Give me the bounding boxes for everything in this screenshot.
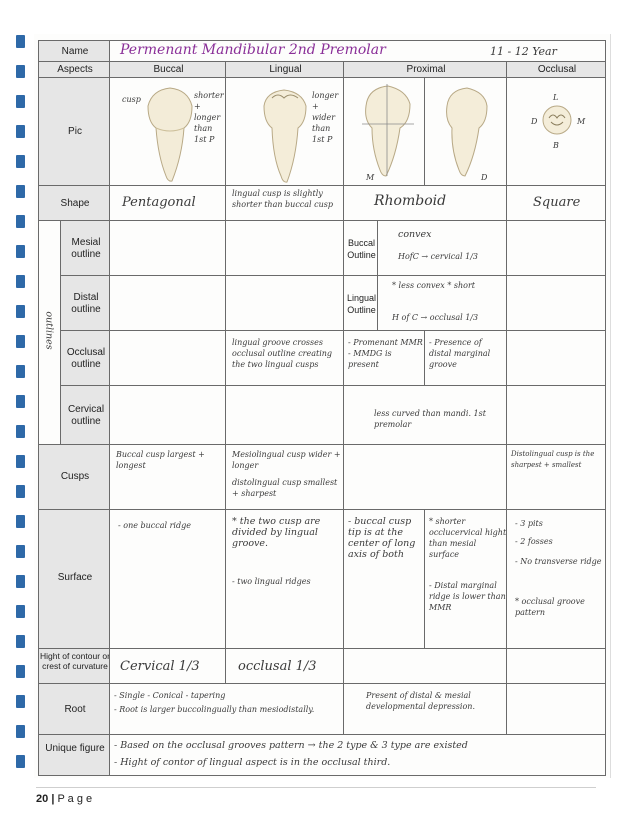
col-proximal bbox=[343, 61, 507, 78]
height-contour-proximal-cell bbox=[343, 648, 507, 684]
height-contour-buccal: Cervical 1/3 bbox=[120, 659, 200, 674]
height-contour-lingual-cell bbox=[225, 648, 344, 684]
name-label-cell bbox=[38, 40, 110, 62]
surface-occlusal-4: * occlusal groove pattern bbox=[515, 597, 585, 617]
cervical-buccal-cell bbox=[109, 385, 226, 445]
pic-label-cell bbox=[38, 77, 110, 186]
lingual-outline-label: Lingual Outline bbox=[346, 293, 377, 315]
cusps-lingual-cell bbox=[225, 444, 344, 510]
shape-buccal: Pentagonal bbox=[122, 195, 196, 210]
cervical-occlusal-cell bbox=[506, 385, 606, 445]
pic-proximal-m: M bbox=[366, 173, 375, 182]
surface-prox-left: - buccal cusp tip is at the center of long axis of both bbox=[348, 516, 416, 560]
tooth-name: Permenant Mandibular 2nd Premolar bbox=[120, 42, 386, 58]
height-contour-label: Hight of contour or crest of curvature bbox=[40, 651, 110, 671]
buccal-outline-convex: convex bbox=[398, 229, 432, 240]
occlusal-outline-lingual-cell bbox=[225, 330, 344, 386]
root-occlusal-cell bbox=[506, 683, 606, 735]
page-footer: 20 | P a g e bbox=[36, 793, 93, 805]
distal-occlusal-cell bbox=[506, 275, 606, 331]
height-contour-label-cell bbox=[38, 648, 110, 684]
surface-label: Surface bbox=[57, 572, 93, 583]
surface-lingual-1: * the two cusp are divided by lingual groove. bbox=[232, 516, 321, 549]
cusps-occlusal: Distolingual cusp is the sharpest + smallest bbox=[511, 450, 595, 469]
surface-prox-right-2: - Distal marginal ridge is lower than MMR bbox=[429, 581, 506, 612]
surface-occlusal-1: - 3 pits bbox=[515, 519, 543, 528]
occlusal-outline-prox-right: - Presence of distal marginal groove bbox=[429, 338, 491, 369]
pic-proximal-mesial-cell bbox=[343, 77, 425, 186]
root-line-1: - Single - Conical - tapering bbox=[114, 691, 226, 700]
pic-occ-d: D bbox=[531, 117, 538, 126]
buccal-tooth-image bbox=[142, 86, 198, 184]
unique-line-2: - Hight of contor of lingual aspect is in the occlusal third. bbox=[114, 757, 391, 768]
cusps-lingual-2: distolingual cusp smallest + sharpest bbox=[232, 478, 338, 498]
buccal-outline-hoc: HofC → cervical 1/3 bbox=[398, 252, 479, 261]
height-contour-occlusal-cell bbox=[506, 648, 606, 684]
lingual-outline-value-cell bbox=[377, 275, 507, 331]
surface-prox-left-cell bbox=[343, 509, 425, 649]
unique-line-1: - Based on the occlusal grooves pattern → the 2 type & 3 type are existed bbox=[114, 740, 468, 751]
pic-buccal-cell bbox=[109, 77, 226, 186]
spiral-binding bbox=[16, 30, 30, 780]
occlusal-outline-prox-left: - Promenant MMR - MMDG is present bbox=[348, 338, 423, 369]
shape-label: Shape bbox=[60, 198, 90, 209]
col-proximal-label: Proximal bbox=[406, 64, 446, 75]
surface-lingual-cell bbox=[225, 509, 344, 649]
pic-lingual-note-right: longer + wider than 1st P bbox=[312, 91, 339, 144]
cusps-occlusal-cell bbox=[506, 444, 606, 510]
mesial-label-cell bbox=[60, 220, 110, 276]
occlusal-outline-label-cell bbox=[60, 330, 110, 386]
occlusal-outline-label: Occlusal outline bbox=[66, 347, 106, 370]
height-contour-lingual: occlusal 1/3 bbox=[238, 659, 317, 674]
col-occlusal bbox=[506, 61, 606, 78]
occlusal-tooth-image bbox=[541, 104, 573, 136]
shape-buccal-cell bbox=[109, 185, 226, 221]
surface-prox-right-cell bbox=[424, 509, 507, 649]
name-label: Name bbox=[61, 46, 89, 57]
occlusal-outline-prox-left-cell bbox=[343, 330, 425, 386]
root-proximal-cell bbox=[343, 683, 507, 735]
shape-lingual: lingual cusp is slightly shorter than buccal cusp bbox=[232, 189, 334, 209]
pic-occ-m: M bbox=[577, 117, 586, 126]
pic-occlusal-cell bbox=[506, 77, 606, 186]
unique-value-cell bbox=[109, 734, 606, 776]
shape-lingual-cell bbox=[225, 185, 344, 221]
cervical-outline-label-cell bbox=[60, 385, 110, 445]
surface-buccal: - one buccal ridge bbox=[118, 521, 191, 530]
footer-divider bbox=[36, 787, 596, 788]
distal-outline-label: Distal outline bbox=[71, 292, 101, 315]
pic-buccal-note-right: shorter + longer than 1st P bbox=[194, 91, 224, 144]
surface-buccal-cell bbox=[109, 509, 226, 649]
shape-proximal: Rhomboid bbox=[374, 193, 447, 209]
height-contour-buccal-cell bbox=[109, 648, 226, 684]
col-buccal bbox=[109, 61, 226, 78]
root-buccal-lingual-cell bbox=[109, 683, 344, 735]
distal-tooth-image bbox=[439, 86, 493, 178]
col-occlusal-label: Occlusal bbox=[537, 64, 577, 75]
lingual-outline-hoc: H of C → occlusal 1/3 bbox=[392, 313, 479, 322]
root-label: Root bbox=[64, 704, 86, 715]
cervical-outline-label: Cervical outline bbox=[67, 404, 105, 427]
mesial-tooth-image bbox=[358, 84, 416, 178]
surface-lingual-2: - two lingual ridges bbox=[232, 577, 311, 586]
pic-proximal-d: D bbox=[481, 173, 488, 182]
lingual-outline-label-cell bbox=[343, 275, 378, 331]
buccal-outline-label: Buccal Outline bbox=[347, 238, 376, 260]
col-lingual bbox=[225, 61, 344, 78]
outlines-side-label: outlines bbox=[43, 311, 55, 350]
occlusal-outline-lingual: lingual groove crosses occlusal outline creating the two lingual cusps bbox=[232, 338, 333, 369]
page-word: P a g e bbox=[57, 793, 93, 805]
col-lingual-label: Lingual bbox=[269, 64, 302, 75]
cervical-lingual-cell bbox=[225, 385, 344, 445]
cervical-outline-proximal: less curved than mandi. 1st premolar bbox=[374, 409, 486, 429]
occlusal-outline-prox-right-cell bbox=[424, 330, 507, 386]
occlusal-outline-buccal-cell bbox=[109, 330, 226, 386]
occlusal-outline-occlusal-cell bbox=[506, 330, 606, 386]
root-label-cell bbox=[38, 683, 110, 735]
page-number: 20 bbox=[36, 793, 49, 805]
lingual-outline-less: * less convex * short bbox=[392, 281, 476, 290]
unique-label: Unique figure bbox=[45, 743, 105, 754]
outlines-side-cell bbox=[38, 220, 61, 445]
unique-label-cell bbox=[38, 734, 110, 776]
col-buccal-label: Buccal bbox=[153, 64, 184, 75]
distal-lingual-cell bbox=[225, 275, 344, 331]
cervical-proximal-cell bbox=[343, 385, 507, 445]
distal-label-cell bbox=[60, 275, 110, 331]
surface-prox-right-1: * shorter occlucervical hight than mesial surface bbox=[429, 517, 507, 559]
mesial-outline-label: Mesial outline bbox=[71, 237, 101, 260]
shape-label-cell bbox=[38, 185, 110, 221]
shape-proximal-cell bbox=[343, 185, 507, 221]
shape-occlusal: Square bbox=[533, 195, 581, 210]
surface-label-cell bbox=[38, 509, 110, 649]
cusps-buccal: Buccal cusp largest + longest bbox=[116, 450, 205, 470]
pic-occ-l: L bbox=[553, 93, 559, 102]
worksheet-page bbox=[34, 34, 610, 778]
cusps-lingual-1: Mesiolingual cusp wider + longer bbox=[232, 450, 341, 470]
surface-occlusal-3: - No transverse ridge bbox=[515, 557, 602, 566]
buccal-outline-value-cell bbox=[377, 220, 507, 276]
cusps-proximal-cell bbox=[343, 444, 507, 510]
pic-lingual-cell bbox=[225, 77, 344, 186]
pic-occ-b: B bbox=[553, 141, 559, 150]
surface-occlusal-2: - 2 fosses bbox=[515, 537, 553, 546]
mesial-occlusal-cell bbox=[506, 220, 606, 276]
aspects-label: Aspects bbox=[57, 64, 93, 75]
tooth-table bbox=[34, 34, 610, 778]
cusps-label-cell bbox=[38, 444, 110, 510]
shape-occlusal-cell bbox=[506, 185, 606, 221]
root-proximal: Present of distal & mesial developmental depression. bbox=[366, 691, 475, 711]
tooth-age: 11 - 12 Year bbox=[490, 45, 557, 58]
pic-buccal-note-left: cusp bbox=[122, 95, 141, 104]
cusps-label: Cusps bbox=[60, 471, 90, 482]
buccal-outline-label-cell bbox=[343, 220, 378, 276]
mesial-buccal-cell bbox=[109, 220, 226, 276]
name-value-cell bbox=[109, 40, 606, 62]
surface-occlusal-cell bbox=[506, 509, 606, 649]
distal-buccal-cell bbox=[109, 275, 226, 331]
aspects-label-cell bbox=[38, 61, 110, 78]
cusps-buccal-cell bbox=[109, 444, 226, 510]
mesial-lingual-cell bbox=[225, 220, 344, 276]
pic-label: Pic bbox=[68, 126, 82, 137]
lingual-tooth-image bbox=[258, 88, 312, 184]
root-line-2: - Root is larger buccolingually than mesiodistally. bbox=[114, 705, 315, 714]
pic-proximal-distal-cell bbox=[424, 77, 507, 186]
